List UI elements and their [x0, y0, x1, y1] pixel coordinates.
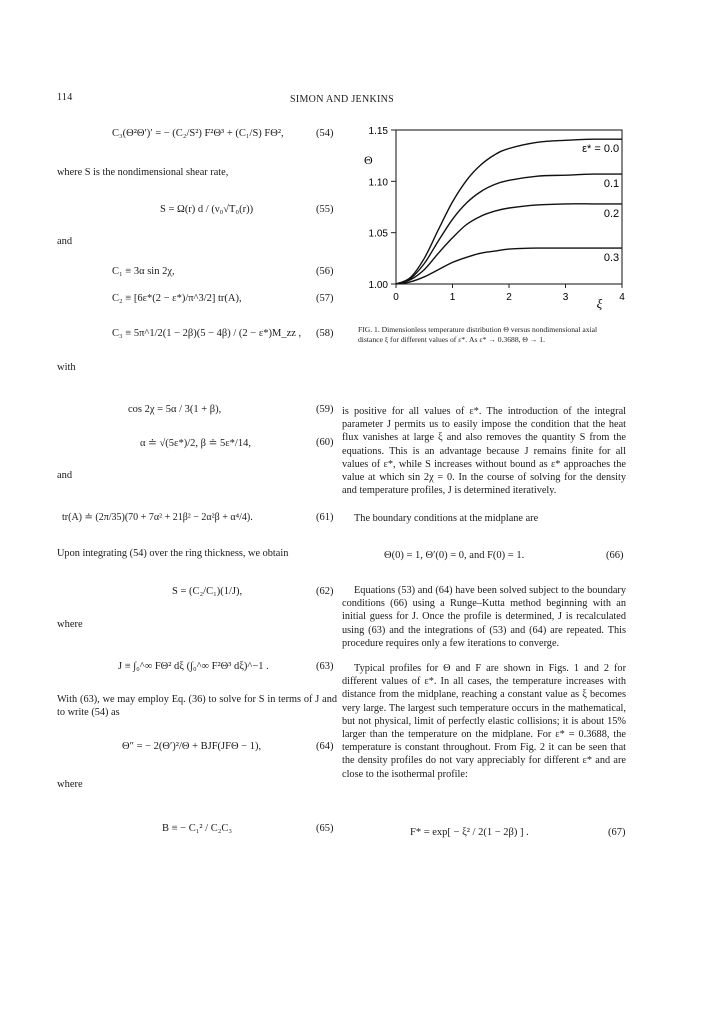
paragraph-right-2: The boundary conditions at the midplane are: [354, 513, 539, 524]
equation-55: S = Ω(r) d / (ν₀√T₀(r)): [160, 204, 254, 215]
equation-67-number: (67): [608, 827, 626, 838]
equation-59: cos 2χ = 5α / 3(1 + β),: [128, 404, 222, 415]
word-and-1: and: [57, 236, 73, 247]
equation-63: J ≡ ∫₀^∞ FΘ² dξ (∫₀^∞ F²Θ³ dξ)^−1 .: [118, 661, 269, 672]
series-line-3: [396, 248, 622, 284]
equation-63-number: (63): [316, 661, 334, 672]
paragraph-right-4: Typical profiles for Θ and F are shown in Figs. 1 and 2 for different values of ε*. In all cases, the temperature increases with distance from the midplane, reaching a constant value as ξ becomes very large. The largest such temperature occurs in the mathematical, but not physical, limit of perfectly elastic collisions; it is about 15% larger than the temperature on the midplane. For ε* = 0.3688, the temperature is constant throughout. From Fig. 2 it can be seen that the density profiles do not vary appreciably for different ε* and are close to the isothermal profile:: [342, 663, 626, 780]
figure-1-chart: [356, 118, 628, 318]
equation-64-number: (64): [316, 741, 334, 752]
equation-57: C₂ ≡ [6ε*(2 − ε*)/π^3/2] tr(A),: [112, 293, 242, 304]
equation-54: C₃(Θ²Θ′)′ = − (C₂/S²) F²Θ³ + (C₁/S) FΘ²,: [112, 128, 284, 139]
series-label-0: ε* = 0.0: [582, 143, 620, 156]
series-label-3: 0.3: [603, 252, 620, 265]
x-axis-label: ξ: [596, 296, 603, 311]
paragraph-where-s: where S is the nondimensional shear rate,: [57, 167, 229, 178]
y-tick-label: 1.10: [368, 177, 388, 189]
equation-62: S = (C₂/C₁)(1/J),: [172, 586, 243, 597]
word-and-2: and: [57, 470, 73, 481]
equation-66: Θ(0) = 1, Θ′(0) = 0, and F(0) = 1.: [384, 550, 525, 561]
series-label-1: 0.1: [603, 178, 620, 191]
equation-56: C₁ ≡ 3α sin 2χ,: [112, 266, 175, 277]
equation-58: C₃ ≡ 5π^1/2(1 − 2β)(5 − 4β) / (2 − ε*)M_zz ,: [112, 328, 302, 339]
word-with: with: [57, 362, 76, 373]
x-tick-label: 2: [506, 292, 512, 303]
equation-62-number: (62): [316, 586, 334, 597]
equation-59-number: (59): [316, 404, 334, 415]
equation-60-number: (60): [316, 437, 334, 448]
series-line-0: [396, 139, 622, 284]
equation-64: Θ″ = − 2(Θ′)²/Θ + BJF(JFΘ − 1),: [122, 741, 262, 752]
paragraph-with-63: With (63), we may employ Eq. (36) to solve for S in terms of J and to write (54) as: [57, 694, 337, 719]
equation-65: B ≡ − C₁² / C₂C₃: [162, 823, 233, 834]
x-tick-label: 0: [393, 292, 399, 303]
equation-55-number: (55): [316, 204, 334, 215]
paragraph-integrating: Upon integrating (54) over the ring thickness, we obtain: [57, 548, 289, 559]
y-tick-label: 1.15: [368, 126, 388, 137]
x-tick-label: 4: [619, 292, 625, 303]
figure-1-caption: FIG. 1. Dimensionless temperature distribution Θ versus nondimensional axial distance ξ for different values of ε*. As ε* → 0.3688, Θ → 1.: [358, 325, 598, 344]
word-where-1: where: [57, 619, 83, 630]
equation-67: F* = exp[ − ξ² / 2(1 − 2β) ] .: [410, 827, 529, 838]
paragraph-right-1: is positive for all values of ε*. The introduction of the integral parameter J permits us to easily impose the condition that the heat flux vanishes at large ξ and also removes the quantity S from the equations. This is an advantage because J remains finite for all values of ε*, while S increases without bound as ε* approaches the value at which sin 2χ = 0. In the course of solving for the density and temperature profiles, J is determined iteratively.: [342, 406, 626, 497]
equation-54-number: (54): [316, 128, 334, 139]
x-tick-label: 1: [449, 292, 456, 303]
paragraph-right-3: Equations (53) and (64) have been solved subject to the boundary conditions (66) using a Runge–Kutta method beginning with an initial guess for J. Once the profile is determined, J is recalculated using (63) and the integrations of (53) and (64) are repeated. This procedure requires only a few iterations to converge.: [342, 585, 626, 649]
y-axis-label: Θ: [364, 153, 373, 167]
y-tick-label: 1.00: [368, 280, 388, 291]
equation-57-number: (57): [316, 293, 334, 304]
word-where-2: where: [57, 779, 83, 790]
page-number: 114: [57, 92, 73, 103]
running-head: SIMON AND JENKINS: [290, 94, 394, 105]
series-line-1: [396, 174, 622, 284]
equation-65-number: (65): [316, 823, 334, 834]
equation-66-number: (66): [606, 550, 624, 561]
equation-56-number: (56): [316, 266, 334, 277]
equation-61-number: (61): [316, 512, 334, 523]
equation-61: tr(A) ≐ (2π/35)(70 + 7α² + 21β² − 2α²β + α⁴/4).: [62, 512, 253, 523]
equation-60: α ≐ √(5ε*)/2, β ≐ 5ε*/14,: [140, 438, 251, 449]
x-tick-label: 3: [562, 292, 569, 303]
series-line-2: [396, 204, 622, 284]
series-label-2: 0.2: [603, 207, 620, 220]
equation-58-number: (58): [316, 328, 334, 339]
y-tick-label: 1.05: [368, 228, 388, 240]
